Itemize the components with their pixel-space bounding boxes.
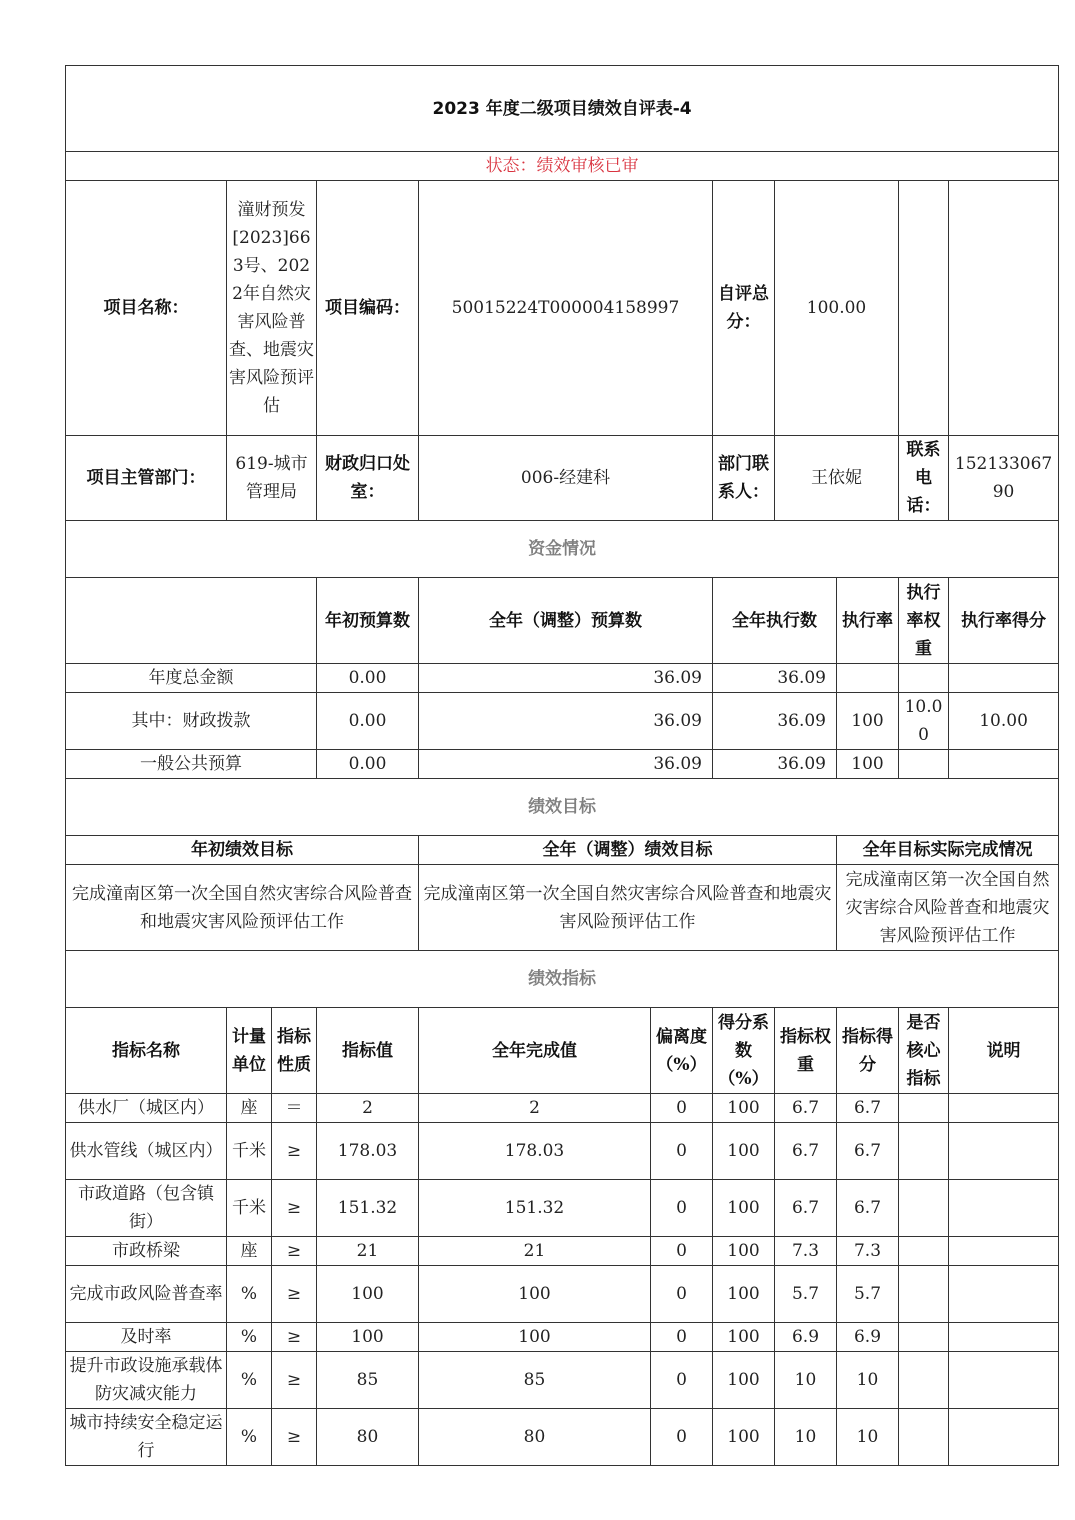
indicator-coef: 100 xyxy=(713,1123,775,1180)
indicator-deviation: 0 xyxy=(651,1323,713,1352)
indicator-core xyxy=(899,1180,949,1237)
phone-label: 联系电话： xyxy=(899,436,949,521)
funds-header-executed: 全年执行数 xyxy=(713,578,837,664)
indicator-weight: 6.7 xyxy=(775,1123,837,1180)
indicator-weight: 10 xyxy=(775,1409,837,1466)
indicator-unit: % xyxy=(227,1409,272,1466)
ind-header-deviation: 偏离度（%） xyxy=(651,1008,713,1094)
ind-header-note: 说明 xyxy=(949,1008,1059,1094)
indicator-name: 提升市政设施承载体防灾减灾能力 xyxy=(66,1352,227,1409)
project-name-label: 项目名称： xyxy=(66,181,227,436)
indicators-section-title: 绩效指标 xyxy=(66,951,1059,1008)
funds-header-row xyxy=(66,578,1059,664)
funds-header-initial: 年初预算数 xyxy=(317,578,419,664)
funds-executed: 36.09 xyxy=(713,750,837,779)
indicator-coef: 100 xyxy=(713,1237,775,1266)
indicator-unit: % xyxy=(227,1352,272,1409)
indicator-nature: ≥ xyxy=(272,1180,317,1237)
project-name-value: 潼财预发[2023]663号、2022年自然灾害风险普查、地震灾害风险预评估 xyxy=(227,181,317,436)
funds-rate: 100 xyxy=(837,750,899,779)
indicator-core xyxy=(899,1123,949,1180)
ind-header-weight: 指标权重 xyxy=(775,1008,837,1094)
self-score-value: 100.00 xyxy=(775,181,899,436)
funds-header-blank xyxy=(66,578,317,664)
goals-section-title: 绩效目标 xyxy=(66,779,1059,836)
indicator-score: 10 xyxy=(837,1352,899,1409)
indicator-deviation: 0 xyxy=(651,1094,713,1123)
indicator-row xyxy=(66,1123,1059,1180)
empty-cell xyxy=(899,181,949,436)
empty-cell xyxy=(949,181,1059,436)
indicator-row xyxy=(66,1409,1059,1466)
indicator-unit: 座 xyxy=(227,1237,272,1266)
funds-row-label: 年度总金额 xyxy=(66,664,317,693)
indicator-deviation: 0 xyxy=(651,1123,713,1180)
indicator-nature: ≥ xyxy=(272,1323,317,1352)
indicator-actual: 80 xyxy=(419,1409,651,1466)
ind-header-coef: 得分系数（%） xyxy=(713,1008,775,1094)
funds-weight xyxy=(899,664,949,693)
indicator-actual: 178.03 xyxy=(419,1123,651,1180)
dept-value: 619-城市管理局 xyxy=(227,436,317,521)
funds-rate xyxy=(837,664,899,693)
indicator-name: 城市持续安全稳定运行 xyxy=(66,1409,227,1466)
indicator-note xyxy=(949,1237,1059,1266)
project-row xyxy=(66,181,1059,436)
indicator-note xyxy=(949,1123,1059,1180)
goals-header-actual: 全年目标实际完成情况 xyxy=(837,836,1059,865)
indicator-row xyxy=(66,1237,1059,1266)
funds-score xyxy=(949,750,1059,779)
funds-score xyxy=(949,664,1059,693)
indicator-nature: ＝ xyxy=(272,1094,317,1123)
project-code-label: 项目编码： xyxy=(317,181,419,436)
indicator-core xyxy=(899,1266,949,1323)
indicator-row xyxy=(66,1094,1059,1123)
indicator-deviation: 0 xyxy=(651,1352,713,1409)
indicator-coef: 100 xyxy=(713,1266,775,1323)
indicator-note xyxy=(949,1409,1059,1466)
contact-label: 部门联系人： xyxy=(713,436,775,521)
indicator-target: 100 xyxy=(317,1323,419,1352)
indicator-nature: ≥ xyxy=(272,1352,317,1409)
goals-header-row xyxy=(66,836,1059,865)
indicator-note xyxy=(949,1352,1059,1409)
indicator-nature: ≥ xyxy=(272,1123,317,1180)
funds-header-rate: 执行率 xyxy=(837,578,899,664)
funds-header-score: 执行率得分 xyxy=(949,578,1059,664)
funds-adjusted: 36.09 xyxy=(419,664,713,693)
indicator-name: 市政桥梁 xyxy=(66,1237,227,1266)
indicator-coef: 100 xyxy=(713,1180,775,1237)
funds-row xyxy=(66,750,1059,779)
finance-office-label: 财政归口处室： xyxy=(317,436,419,521)
indicator-name: 完成市政风险普查率 xyxy=(66,1266,227,1323)
indicator-unit: % xyxy=(227,1323,272,1352)
indicator-unit: 千米 xyxy=(227,1123,272,1180)
indicator-unit: 千米 xyxy=(227,1180,272,1237)
indicator-score: 6.7 xyxy=(837,1123,899,1180)
indicator-name: 供水管线（城区内） xyxy=(66,1123,227,1180)
funds-initial: 0.00 xyxy=(317,664,419,693)
funds-adjusted: 36.09 xyxy=(419,693,713,750)
performance-table xyxy=(65,65,1059,1466)
funds-rate: 100 xyxy=(837,693,899,750)
funds-header-weight: 执行率权重 xyxy=(899,578,949,664)
indicator-coef: 100 xyxy=(713,1094,775,1123)
indicator-actual: 100 xyxy=(419,1266,651,1323)
funds-row xyxy=(66,693,1059,750)
funds-row-label: 其中：财政拨款 xyxy=(66,693,317,750)
funds-section-title: 资金情况 xyxy=(66,521,1059,578)
indicator-actual: 151.32 xyxy=(419,1180,651,1237)
funds-adjusted: 36.09 xyxy=(419,750,713,779)
indicator-actual: 100 xyxy=(419,1323,651,1352)
dept-row xyxy=(66,436,1059,521)
ind-header-nature: 指标性质 xyxy=(272,1008,317,1094)
indicator-deviation: 0 xyxy=(651,1237,713,1266)
goal-adjusted: 完成潼南区第一次全国自然灾害综合风险普查和地震灾害风险预评估工作 xyxy=(419,865,837,951)
indicator-target: 21 xyxy=(317,1237,419,1266)
indicator-core xyxy=(899,1094,949,1123)
funds-executed: 36.09 xyxy=(713,693,837,750)
indicator-actual: 85 xyxy=(419,1352,651,1409)
ind-header-unit: 计量单位 xyxy=(227,1008,272,1094)
indicator-row xyxy=(66,1180,1059,1237)
indicator-core xyxy=(899,1409,949,1466)
indicator-unit: 座 xyxy=(227,1094,272,1123)
self-score-label: 自评总分： xyxy=(713,181,775,436)
indicator-target: 178.03 xyxy=(317,1123,419,1180)
page-title: 2023 年度二级项目绩效自评表-4 xyxy=(66,66,1059,152)
indicator-name: 供水厂（城区内） xyxy=(66,1094,227,1123)
indicator-note xyxy=(949,1323,1059,1352)
indicators-header-row xyxy=(66,1008,1059,1094)
indicator-deviation: 0 xyxy=(651,1409,713,1466)
funds-score: 10.00 xyxy=(949,693,1059,750)
goals-header-initial: 年初绩效目标 xyxy=(66,836,419,865)
dept-label: 项目主管部门： xyxy=(66,436,227,521)
funds-initial: 0.00 xyxy=(317,750,419,779)
indicator-weight: 7.3 xyxy=(775,1237,837,1266)
indicator-row xyxy=(66,1266,1059,1323)
indicator-note xyxy=(949,1180,1059,1237)
finance-office-value: 006-经建科 xyxy=(419,436,713,521)
indicator-actual: 21 xyxy=(419,1237,651,1266)
indicator-weight: 10 xyxy=(775,1352,837,1409)
status-text: 状态：绩效审核已审 xyxy=(66,152,1059,181)
indicator-weight: 6.9 xyxy=(775,1323,837,1352)
funds-weight xyxy=(899,750,949,779)
funds-executed: 36.09 xyxy=(713,664,837,693)
indicator-score: 6.9 xyxy=(837,1323,899,1352)
indicator-coef: 100 xyxy=(713,1323,775,1352)
indicator-target: 85 xyxy=(317,1352,419,1409)
ind-header-target: 指标值 xyxy=(317,1008,419,1094)
ind-header-actual: 全年完成值 xyxy=(419,1008,651,1094)
indicator-weight: 6.7 xyxy=(775,1094,837,1123)
indicator-name: 及时率 xyxy=(66,1323,227,1352)
indicator-deviation: 0 xyxy=(651,1180,713,1237)
goals-row xyxy=(66,865,1059,951)
goals-header-adjusted: 全年（调整）绩效目标 xyxy=(419,836,837,865)
indicator-core xyxy=(899,1352,949,1409)
indicator-coef: 100 xyxy=(713,1409,775,1466)
funds-header-adjusted: 全年（调整）预算数 xyxy=(419,578,713,664)
indicator-weight: 5.7 xyxy=(775,1266,837,1323)
indicator-score: 6.7 xyxy=(837,1180,899,1237)
indicator-target: 100 xyxy=(317,1266,419,1323)
indicator-target: 151.32 xyxy=(317,1180,419,1237)
indicator-note xyxy=(949,1094,1059,1123)
indicator-core xyxy=(899,1237,949,1266)
contact-value: 王依妮 xyxy=(775,436,899,521)
indicator-note xyxy=(949,1266,1059,1323)
indicator-rows xyxy=(66,1094,1059,1466)
indicator-deviation: 0 xyxy=(651,1266,713,1323)
funds-initial: 0.00 xyxy=(317,693,419,750)
indicator-score: 5.7 xyxy=(837,1266,899,1323)
indicator-score: 7.3 xyxy=(837,1237,899,1266)
funds-weight: 10.00 xyxy=(899,693,949,750)
goal-initial: 完成潼南区第一次全国自然灾害综合风险普查和地震灾害风险预评估工作 xyxy=(66,865,419,951)
indicator-nature: ≥ xyxy=(272,1237,317,1266)
funds-row-label: 一般公共预算 xyxy=(66,750,317,779)
indicator-row xyxy=(66,1323,1059,1352)
indicator-score: 10 xyxy=(837,1409,899,1466)
indicator-nature: ≥ xyxy=(272,1409,317,1466)
ind-header-score: 指标得分 xyxy=(837,1008,899,1094)
indicator-coef: 100 xyxy=(713,1352,775,1409)
indicator-unit: % xyxy=(227,1266,272,1323)
indicator-nature: ≥ xyxy=(272,1266,317,1323)
phone-value: 15213306790 xyxy=(949,436,1059,521)
goal-actual: 完成潼南区第一次全国自然灾害综合风险普查和地震灾害风险预评估工作 xyxy=(837,865,1059,951)
indicator-weight: 6.7 xyxy=(775,1180,837,1237)
indicator-name: 市政道路（包含镇街） xyxy=(66,1180,227,1237)
indicator-row xyxy=(66,1352,1059,1409)
indicator-target: 2 xyxy=(317,1094,419,1123)
indicator-score: 6.7 xyxy=(837,1094,899,1123)
indicator-target: 80 xyxy=(317,1409,419,1466)
funds-row xyxy=(66,664,1059,693)
indicator-core xyxy=(899,1323,949,1352)
ind-header-core: 是否核心指标 xyxy=(899,1008,949,1094)
ind-header-name: 指标名称 xyxy=(66,1008,227,1094)
project-code-value: 50015224T000004158997 xyxy=(419,181,713,436)
indicator-actual: 2 xyxy=(419,1094,651,1123)
